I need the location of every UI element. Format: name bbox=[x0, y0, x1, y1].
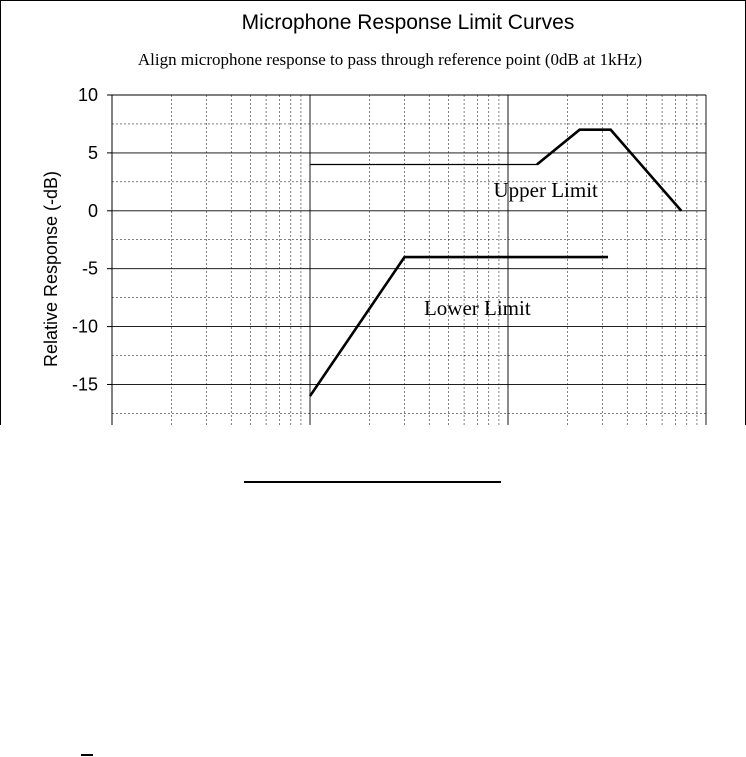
y-tick-label: -10 bbox=[71, 316, 98, 337]
y-tick-label: 10 bbox=[77, 85, 98, 105]
annotation-label: Lower Limit bbox=[423, 296, 531, 320]
annotations bbox=[424, 178, 598, 320]
chart-subtitle: Align microphone response to pass through reference point (0dB at 1kHz) bbox=[137, 50, 643, 69]
y-tick-label: -15 bbox=[71, 374, 98, 395]
y-tick-label: -5 bbox=[81, 258, 98, 279]
y-tick-labels bbox=[72, 85, 98, 394]
annotation-label: Upper Limit bbox=[493, 177, 598, 202]
dash-mark bbox=[81, 754, 93, 756]
chart-title: Microphone Response Limit Curves bbox=[241, 11, 575, 34]
y-tick-label: 0 bbox=[87, 200, 98, 221]
chart-svg bbox=[1, 1, 745, 425]
y-tick-label: 5 bbox=[87, 142, 98, 163]
y-axis-title: Relative Response (-dB) bbox=[41, 170, 61, 368]
grid bbox=[107, 95, 706, 425]
horizontal-rule bbox=[244, 481, 501, 483]
series-lines bbox=[310, 130, 681, 396]
